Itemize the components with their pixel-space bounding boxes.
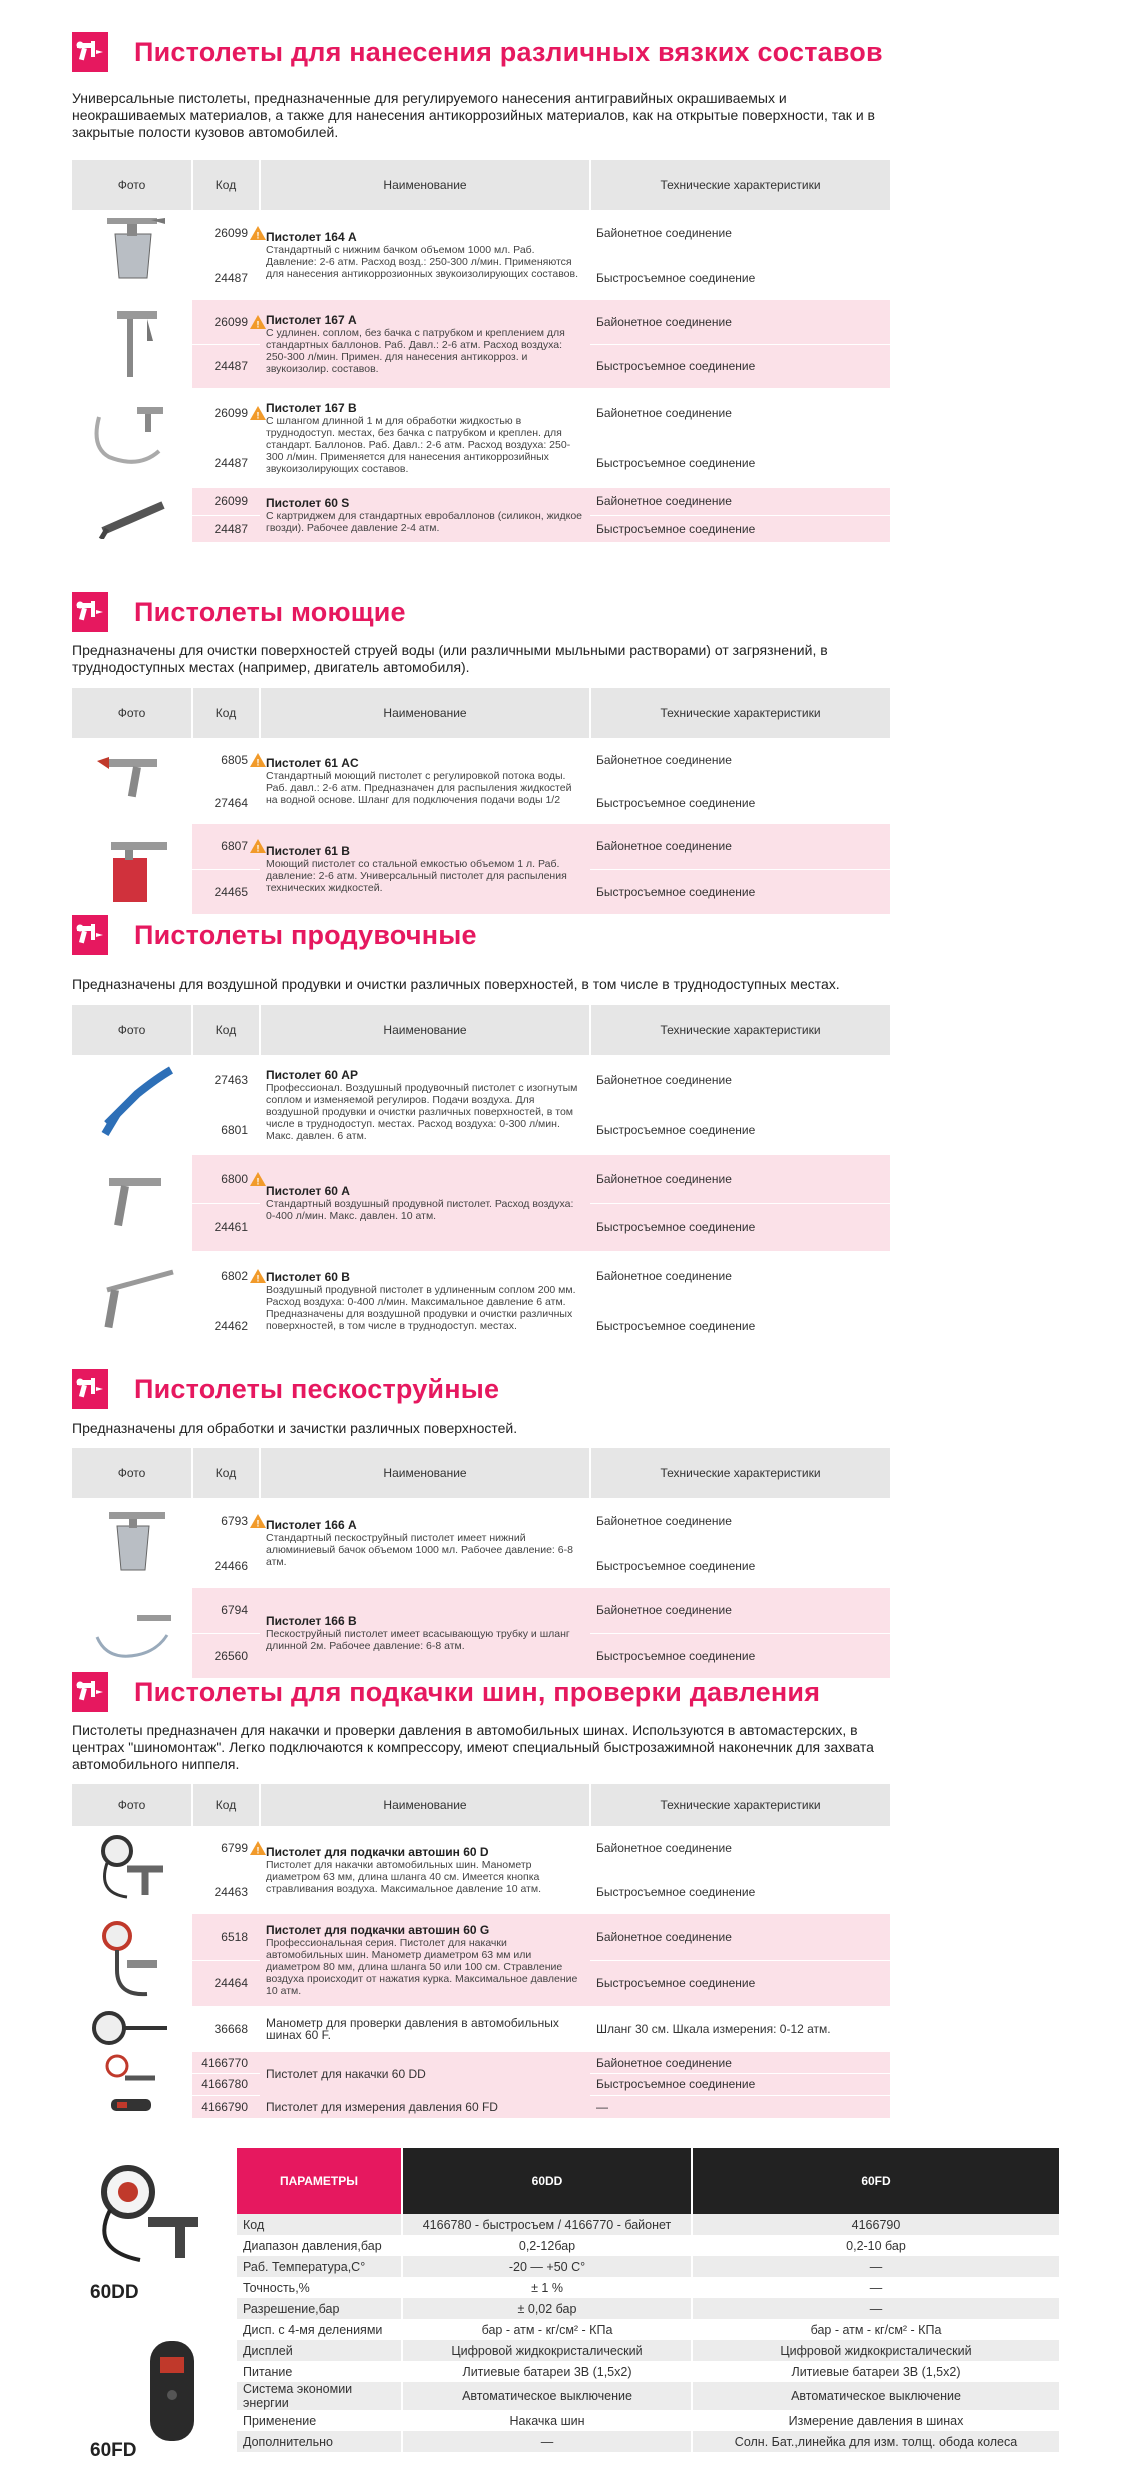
product-name: Пистолет 60 S С картриджем для стандартных евробаллонов (силикон, жидкое гвозди). Рабочее давление 2-4 атм. xyxy=(260,488,590,542)
comparison-row: Питание Литиевые батареи 3В (1,5х2) Литиевые батареи 3В (1,5х2) xyxy=(237,2361,1059,2382)
section-intro: Универсальные пистолеты, предназначенные для регулируемого нанесения антигравийных окрашиваемых и неокрашиваемых материалов, а также для нанесения антикоррозийных материалов, как на открытые поверхности, так и в закрытые полости кузовов автомобилей. xyxy=(72,90,875,140)
warning-icon xyxy=(250,1841,266,1855)
comparison-row: Разрешение,бар ± 0,02 бар — xyxy=(237,2298,1059,2319)
product-code: 24465 xyxy=(192,869,260,914)
product-code: 6518 xyxy=(192,1914,260,1960)
comparison-row: Раб. Температура,С° -20 — +50 С° — xyxy=(237,2256,1059,2277)
product-code: 24464 xyxy=(192,1960,260,2006)
product-table-blowing xyxy=(72,1005,890,1351)
section-intro: Предназначены для воздушной продувки и очистки различных поверхностей, в том числе в труднодоступных местах. xyxy=(72,976,840,992)
product-photo xyxy=(72,2006,192,2052)
product-spec: Байонетное соединение xyxy=(596,406,732,421)
product-photo xyxy=(72,388,192,488)
product-spec: Шланг 30 см. Шкала измерения: 0-12 атм. xyxy=(596,2022,831,2037)
tire-inflator-gauge-icon xyxy=(87,1829,177,1909)
product-spec: Быстросъемное соединение xyxy=(590,515,890,542)
product-name: Манометр для проверки давления в автомобильных шинах 60 F. xyxy=(266,2016,559,2042)
table-row xyxy=(72,1826,890,1870)
header-name: Наименование xyxy=(260,160,590,210)
sandblast-gun-hose-icon xyxy=(87,1597,177,1667)
product-spec: Быстросъемное соединение xyxy=(596,1885,756,1899)
product-photo xyxy=(72,738,192,824)
product-spec: Байонетное соединение xyxy=(596,1513,732,1528)
product-name: Пистолет для накачки 60 DD xyxy=(260,2052,590,2095)
sandblast-gun-cup-icon xyxy=(87,1502,177,1582)
warning-icon xyxy=(250,315,266,329)
comparison-header xyxy=(237,2148,1059,2214)
product-code: 24487 xyxy=(214,456,248,470)
product-code: 6793 xyxy=(192,1498,260,1543)
header-60dd: 60DD xyxy=(402,2148,692,2214)
product-spec: Байонетное соединение xyxy=(596,1841,732,1855)
spray-gun-logo-icon xyxy=(72,592,108,632)
table-header: Фото Код Наименование Технические характеристики xyxy=(72,1448,890,1498)
product-photo xyxy=(72,1498,192,1588)
product-code: 24462 xyxy=(214,1319,248,1333)
product-spec: Байонетное соединение xyxy=(590,488,890,515)
table-row xyxy=(72,1498,890,1543)
spray-gun-long-nozzle-icon xyxy=(87,303,177,383)
tire-inflator-pro-icon xyxy=(87,1916,177,2002)
product-table-viscous xyxy=(72,160,890,543)
product-code: 26099 xyxy=(192,388,260,438)
warning-icon xyxy=(250,753,266,767)
product-spec: Байонетное соединение xyxy=(596,752,732,767)
product-code: 26560 xyxy=(192,1633,260,1678)
product-name: Пистолет 61 B Моющий пистолет со стальной емкостью объемом 1 л. Раб. давление: 2-6 атм. Универсальный пистолет для распыления технических жидкостей. xyxy=(260,824,590,914)
product-photo xyxy=(72,488,192,542)
product-spec: Байонетное соединение xyxy=(596,225,732,240)
table-row xyxy=(72,2095,890,2118)
product-spec: Быстросъемное соединение xyxy=(590,2074,890,2096)
blow-gun-blue-icon xyxy=(87,1064,177,1144)
product-name: Пистолет 164 A Стандартный с нижним бачком объемом 1000 мл. Раб. Давление: 2-6 атм. Расход возд.: 250-300 л/мин. Применяются для нанесения антикоррозионных звукоизолирующих составов. xyxy=(266,229,579,280)
comparison-row: Дисп. с 4-мя делениями бар - атм - кг/см² - КПа бар - атм - кг/см² - КПа xyxy=(237,2319,1059,2340)
section-header-tire xyxy=(72,1670,820,1714)
product-name: Пистолет 166 A Стандартный пескоструйный пистолет имеет нижний алюминиевый бачок объемом 1000 мл. Рабочее давление: 6-8 атм. xyxy=(266,1517,573,1568)
spray-gun-logo-icon xyxy=(72,1672,108,1712)
product-code: 6800 xyxy=(192,1155,260,1203)
table-row xyxy=(72,2052,890,2074)
section-header-sandblast xyxy=(72,1367,499,1411)
product-code: 24466 xyxy=(214,1558,248,1573)
product-code: 24487 xyxy=(192,515,260,542)
section-intro: Предназначены для очистки поверхностей струей воды (или различными мыльными растворами) от загрязнений, в труднодоступных местах (например, двигатель автомобиля). xyxy=(72,642,828,675)
table-row xyxy=(72,2006,890,2052)
warning-icon xyxy=(250,1172,266,1186)
product-table-sandblast xyxy=(72,1448,890,1679)
digital-gauge-icon xyxy=(87,2095,177,2115)
product-photo xyxy=(72,2052,192,2095)
product-code: 27464 xyxy=(214,795,248,810)
product-code: 36668 xyxy=(214,2022,248,2037)
product-spec: Быстросъемное соединение xyxy=(596,1123,756,1137)
comparison-row: Применение Накачка шин Измерение давления в шинах xyxy=(237,2410,1059,2431)
blow-gun-icon xyxy=(87,1162,177,1242)
product-code: 26099 xyxy=(192,210,260,255)
table-row xyxy=(72,1588,890,1633)
device-label-60fd: 60FD xyxy=(90,2440,137,2461)
warning-icon xyxy=(250,1269,266,1283)
table-header: Фото Код Наименование Технические характеристики xyxy=(72,688,890,738)
header-60fd: 60FD xyxy=(692,2148,1059,2214)
section-intro: Предназначены для обработки и зачистки различных поверхностей. xyxy=(72,1420,518,1436)
section-header-viscous xyxy=(72,30,883,74)
product-spec: Быстросъемное соединение xyxy=(596,795,756,810)
header-params: ПАРАМЕТРЫ xyxy=(237,2148,402,2214)
product-photo xyxy=(72,1914,192,2006)
table-row xyxy=(72,1251,890,1301)
product-spec: Быстросъемное соединение xyxy=(590,344,890,388)
pressure-gauge-icon xyxy=(87,2007,177,2049)
device-60dd-image xyxy=(90,2162,210,2272)
product-photo xyxy=(72,2095,192,2118)
table-header: Фото Код Наименование Технические характеристики xyxy=(72,1005,890,1055)
product-spec: Байонетное соединение xyxy=(590,1588,890,1633)
product-spec: Быстросъемное соединение xyxy=(590,869,890,914)
section-title: Пистолеты для нанесения различных вязких составов xyxy=(134,36,883,67)
product-photo xyxy=(72,1155,192,1251)
comparison-row: Дополнительно — Солн. Бат.,линейка для изм. толщ. обода колеса xyxy=(237,2431,1059,2452)
comparison-table xyxy=(237,2148,1059,2452)
comparison-row: Диапазон давления,бар 0,2-12бар 0,2-10 бар xyxy=(237,2235,1059,2256)
comparison-row: Точность,% ± 1 % — xyxy=(237,2277,1059,2298)
section-title: Пистолеты моющие xyxy=(134,596,406,627)
section-title: Пистолеты продувочные xyxy=(134,919,477,950)
table-header: Фото Код Наименование Технические характеристики xyxy=(72,1784,890,1826)
product-spec: Байонетное соединение xyxy=(590,824,890,869)
device-60fd-image xyxy=(140,2335,210,2445)
spray-gun-logo-icon xyxy=(72,32,108,72)
comparison-row: Дисплей Цифровой жидкокристалический Цифровой жидкокристалический xyxy=(237,2340,1059,2361)
product-name: Пистолет 166 B Пескоструйный пистолет имеет всасывающую трубку и шланг длинной 2м. Рабочее давление: 6-8 атм. xyxy=(260,1588,590,1678)
product-name: Пистолет 167 B С шлангом длинной 1 м для обработки жидкостью в труднодоступ. местах, без бачка с патрубком и креплен. для стандарт. Баллонов. Раб. Давл.: 2-6 атм. Расход воздуха: 250-300 л/мин. Применяется для нанесения антикоррозийных звукоизолирующих составов. xyxy=(266,400,571,475)
product-name: Пистолет 60 A Стандартный воздушный продувной пистолет. Расход воздуха: 0-400 л/мин. Макс. давлен. 10 атм. xyxy=(260,1155,590,1251)
product-spec: Быстросъемное соединение xyxy=(596,270,756,285)
header-photo: Фото xyxy=(72,160,192,210)
spray-gun-logo-icon xyxy=(72,915,108,955)
product-table-washing xyxy=(72,688,890,915)
section-title: Пистолеты пескоструйные xyxy=(134,1373,500,1404)
product-photo xyxy=(72,824,192,914)
table-row xyxy=(72,488,890,515)
product-spec: Быстросъемное соединение xyxy=(590,1960,890,2006)
product-code: 24461 xyxy=(192,1203,260,1251)
table-row xyxy=(72,1914,890,1960)
product-spec: Байонетное соединение xyxy=(590,300,890,344)
product-spec: Быстросъемное соединение xyxy=(596,456,756,470)
product-photo xyxy=(72,300,192,388)
table-row xyxy=(72,824,890,869)
product-code: 24487 xyxy=(192,344,260,388)
comparison-row: Система экономии энергии Автоматическое выключение Автоматическое выключение xyxy=(237,2382,1059,2410)
product-name: Пистолет 60 AP Профессионал. Воздушный продувочный пистолет с изогнутым соплом и изменяемой регулиров. Подачи воздуха. Для воздушной продувки и очистки различных поверхностей, в том числе в труднодоступ. местах. Расход воздуха: 0-300 л/мин. Макс. давлен. 6 атм. xyxy=(266,1067,578,1142)
product-code: 24487 xyxy=(214,270,248,285)
product-code: 27463 xyxy=(214,1073,248,1087)
product-spec: — xyxy=(590,2095,890,2118)
product-code: 4166790 xyxy=(192,2095,260,2118)
table-row xyxy=(72,1155,890,1203)
product-code: 26099 xyxy=(192,300,260,344)
product-name: Пистолет 61 AC Стандартный моющий пистолет с регулировкой потока воды. Раб. давл.: 2-6 атм. Предназначен для распыления жидкостей на водной основе. Шланг для подключения подачи воды 1/2 xyxy=(266,755,572,806)
table-header xyxy=(72,160,890,210)
product-spec: Быстросъемное соединение xyxy=(596,1319,756,1333)
product-spec: Байонетное соединение xyxy=(596,1269,732,1284)
table-row xyxy=(72,738,890,781)
product-name: Пистолет для подкачки автошин 60 G Профессиональная серия. Пистолет для накачки автомобильных шин. Манометр диаметром 63 мм или диаметром 80 мм, длина шланга 50 или 100 см. Стравление воздуха происходит от нажатия курка. Максимальное давление 10 атм. xyxy=(260,1914,590,2006)
section-intro: Пистолеты предназначен для накачки и проверки давления в автомобильных шинах. Используются в автомастерских, в центрах "шиномонтаж". Легко подключаются к компрессору, имеют специальный быстрозажимной наконечник для захвата автомобильного ниппеля. xyxy=(72,1722,874,1772)
section-title: Пистолеты для подкачки шин, проверки давления xyxy=(134,1676,821,1707)
product-photo xyxy=(72,1588,192,1678)
product-photo xyxy=(72,210,192,300)
product-code: 4166770 xyxy=(192,2052,260,2074)
table-row xyxy=(72,1055,890,1105)
product-spec: Байонетное соединение xyxy=(590,1914,890,1960)
product-code: 6802 xyxy=(192,1251,260,1301)
section-header-blowing xyxy=(72,913,477,957)
table-row xyxy=(72,210,890,255)
washing-gun-tank-icon xyxy=(87,828,177,908)
product-spec: Байонетное соединение xyxy=(590,1155,890,1203)
product-code: 6801 xyxy=(221,1123,248,1137)
product-spec: Быстросъемное соединение xyxy=(590,1203,890,1251)
product-code: 6807 xyxy=(192,824,260,869)
product-name: Пистолет для измерения давления 60 FD xyxy=(260,2095,590,2118)
product-name: Пистолет для подкачки автошин 60 D Пистолет для накачки автомобильных шин. Манометр диаметром 63 мм, длина шланга 40 см. Имеется кнопка стравливания воздуха. Максимальное давление 10 атм. xyxy=(266,1844,542,1895)
digital-inflator-icon xyxy=(87,2052,177,2092)
product-code: 6794 xyxy=(192,1588,260,1633)
warning-icon xyxy=(250,226,266,240)
product-photo xyxy=(72,1251,192,1351)
blow-gun-long-icon xyxy=(87,1260,177,1340)
warning-icon xyxy=(250,1514,266,1528)
warning-icon xyxy=(250,839,266,853)
header-code: Код xyxy=(192,160,260,210)
product-photo xyxy=(72,1826,192,1914)
section-header-washing xyxy=(72,590,406,634)
product-spec: Быстросъемное соединение xyxy=(590,1633,890,1678)
spray-gun-logo-icon xyxy=(72,1369,108,1409)
product-code: 4166780 xyxy=(192,2074,260,2096)
product-photo xyxy=(72,1055,192,1155)
product-name: Пистолет 167 A С удлинен. соплом, без бачка с патрубком и креплением для стандартных баллонов. Раб. Давл.: 2-6 атм. Расход воздуха: 250-300 л/мин. Примен. для нанесения антикорроз. и звукоизолир. составов. xyxy=(260,300,590,388)
comparison-row: Код 4166780 - быстросъем / 4166770 - байонет 4166790 xyxy=(237,2214,1059,2235)
product-code: 6799 xyxy=(192,1826,260,1870)
product-code: 6805 xyxy=(192,738,260,781)
device-label-60dd: 60DD xyxy=(90,2282,139,2303)
warning-icon xyxy=(250,406,266,420)
product-code: 26099 xyxy=(192,488,260,515)
product-name: Пистолет 60 B Воздушный продувной пистолет в удлиненным соплом 200 мм. Расход воздуха: 0-400 л/мин. Максимальное давление 6 атм. Предназначены для воздушной продувки и очистки различных поверхностей, в том числе в труднодоступ. местах. xyxy=(266,1269,576,1332)
product-spec: Байонетное соединение xyxy=(590,2052,890,2074)
washing-gun-icon xyxy=(87,745,177,815)
product-spec: Быстросъемное соединение xyxy=(596,1558,756,1573)
spray-gun-cup-icon xyxy=(87,214,177,294)
header-spec: Технические характеристики xyxy=(590,160,890,210)
cartridge-gun-icon xyxy=(87,489,177,539)
spray-gun-hose-icon xyxy=(87,397,177,477)
table-row xyxy=(72,300,890,344)
product-table-tire xyxy=(72,1784,890,2119)
product-spec: Байонетное соединение xyxy=(596,1073,732,1087)
table-row xyxy=(72,388,890,438)
product-code: 24463 xyxy=(214,1885,248,1899)
